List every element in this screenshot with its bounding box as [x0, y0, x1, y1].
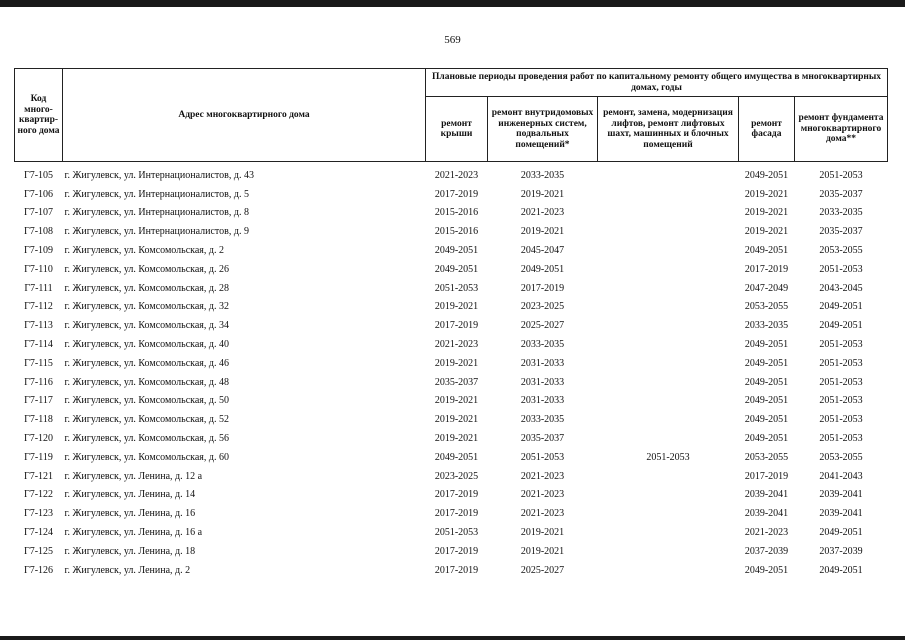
table-row — [15, 312, 888, 331]
cell-roof: 2051-2053 — [434, 526, 479, 538]
cell-roof: 2049-2051 — [434, 244, 479, 256]
table-row — [15, 557, 888, 576]
cell-code: Г7-113 — [24, 320, 53, 332]
cell-facade: 2049-2051 — [739, 162, 795, 181]
table-row — [15, 200, 888, 219]
header-roof: ремонт крыши — [426, 97, 488, 162]
cell-foundation: 2053-2055 — [819, 244, 863, 256]
cell-roof: 2035-2037 — [434, 376, 479, 388]
table-row — [15, 482, 888, 501]
cell-foundation: 2037-2039 — [819, 545, 863, 557]
cell-elevators — [598, 519, 739, 538]
cell-roof: 2051-2053 — [434, 282, 479, 294]
cell-facade: 2019-2021 — [744, 226, 789, 238]
cell-elevators — [598, 538, 739, 557]
cell-elevators: 2051-2053 — [646, 451, 690, 463]
cell-code: Г7-106 — [23, 188, 54, 200]
cell-roof: 2017-2019 — [434, 188, 479, 200]
cell-code: Г7-118 — [24, 414, 53, 426]
table-row — [15, 331, 888, 350]
cell-roof: 2017-2019 — [434, 564, 479, 576]
cell-code: Г7-119 — [24, 451, 53, 463]
cell-engineering: 2031-2033 — [520, 395, 565, 407]
cell-roof: 2015-2016 — [434, 207, 479, 219]
cell-facade: 2021-2023 — [744, 526, 789, 538]
cell-facade: 2053-2055 — [744, 451, 789, 463]
cell-address: г. Жигулевск, ул. Ленина, д. 16 — [64, 508, 196, 520]
cell-facade: 2049-2051 — [744, 564, 789, 576]
cell-foundation: 2053-2055 — [819, 451, 863, 463]
cell-engineering: 2019-2021 — [520, 226, 565, 238]
cell-foundation: 2051-2053 — [819, 357, 863, 369]
cell-address: г. Жигулевск, ул. Комсомольская, д. 28 — [64, 282, 229, 294]
table-row — [15, 294, 888, 313]
cell-roof: 2019-2021 — [434, 414, 479, 426]
cell-roof: 2017-2019 — [434, 545, 479, 557]
cell-code: Г7-111 — [24, 282, 53, 294]
cell-elevators — [598, 369, 739, 388]
cell-code: Г7-109 — [23, 244, 54, 256]
cell-facade: 2039-2041 — [744, 489, 789, 501]
table-row — [15, 237, 888, 256]
cell-address: г. Жигулевск, ул. Ленина, д. 16 а — [64, 526, 203, 538]
cell-roof: 2023-2025 — [434, 470, 479, 482]
cell-foundation: 2051-2053 — [819, 263, 863, 275]
cell-code: Г7-124 — [23, 526, 54, 538]
cell-address: г. Жигулевск, ул. Ленина, д. 2 — [64, 564, 191, 576]
scan-top-edge — [0, 0, 905, 7]
cell-foundation: 2051-2053 — [819, 395, 863, 407]
cell-elevators — [598, 218, 739, 237]
cell-address: г. Жигулевск, ул. Комсомольская, д. 2 — [64, 244, 224, 256]
header-code: Код много-квартир-ного дома — [15, 69, 63, 162]
cell-engineering: 2045-2047 — [520, 244, 565, 256]
cell-code: Г7-116 — [24, 376, 53, 388]
cell-elevators — [598, 256, 739, 275]
cell-roof: 2049-2051 — [434, 451, 479, 463]
cell-foundation: 2051-2053 — [819, 376, 863, 388]
header-periods: Плановые периоды проведения работ по капитальному ремонту общего имущества в многоквартирных домах, годы — [426, 69, 888, 97]
cell-foundation: 2049-2051 — [819, 564, 863, 576]
cell-elevators — [598, 275, 739, 294]
cell-address: г. Жигулевск, ул. Комсомольская, д. 60 — [64, 451, 229, 463]
cell-roof: 2017-2019 — [434, 320, 479, 332]
cell-elevators — [598, 350, 739, 369]
cell-address: г. Жигулевск, ул. Интернационалистов, д. 43 — [63, 162, 426, 181]
cell-foundation: 2049-2051 — [819, 526, 863, 538]
cell-address: г. Жигулевск, ул. Интернационалистов, д. 8 — [64, 207, 249, 219]
table-row — [15, 218, 888, 237]
cell-code: Г7-126 — [23, 564, 54, 576]
cell-address: г. Жигулевск, ул. Ленина, д. 12 а — [64, 470, 203, 482]
cell-engineering: 2051-2053 — [520, 451, 565, 463]
header-address: Адрес многоквартирного дома — [63, 69, 426, 162]
cell-foundation: 2039-2041 — [819, 508, 863, 520]
cell-roof: 2021-2023 — [426, 162, 488, 181]
cell-engineering: 2021-2023 — [520, 470, 565, 482]
cell-engineering: 2019-2021 — [520, 188, 565, 200]
table-row — [15, 463, 888, 482]
cell-roof: 2017-2019 — [434, 508, 479, 520]
cell-roof: 2021-2023 — [434, 338, 479, 350]
table-row — [15, 369, 888, 388]
cell-code: Г7-105 — [15, 162, 63, 181]
cell-elevators — [598, 237, 739, 256]
cell-code: Г7-121 — [23, 470, 54, 482]
cell-roof: 2049-2051 — [434, 263, 479, 275]
table-row — [15, 181, 888, 200]
cell-roof: 2019-2021 — [434, 301, 479, 313]
cell-foundation: 2051-2053 — [819, 338, 863, 350]
cell-facade: 2019-2021 — [744, 188, 789, 200]
cell-elevators — [598, 162, 739, 181]
cell-code: Г7-112 — [24, 301, 53, 313]
cell-address: г. Жигулевск, ул. Комсомольская, д. 34 — [64, 320, 229, 332]
table-row — [15, 500, 888, 519]
table-row — [15, 444, 888, 463]
capital-repair-schedule-table — [14, 68, 888, 576]
cell-foundation: 2051-2053 — [819, 432, 863, 444]
cell-engineering: 2033-2035 — [520, 414, 565, 426]
cell-address: г. Жигулевск, ул. Комсомольская, д. 50 — [64, 395, 229, 407]
table-row — [15, 256, 888, 275]
cell-elevators — [598, 200, 739, 219]
cell-elevators — [598, 463, 739, 482]
cell-facade: 2053-2055 — [744, 301, 789, 313]
cell-roof: 2019-2021 — [434, 432, 479, 444]
cell-address: г. Жигулевск, ул. Комсомольская, д. 56 — [64, 432, 229, 444]
cell-code: Г7-115 — [24, 357, 53, 369]
cell-engineering: 2021-2023 — [520, 207, 565, 219]
cell-facade: 2049-2051 — [744, 414, 789, 426]
cell-address: г. Жигулевск, ул. Комсомольская, д. 48 — [64, 376, 229, 388]
cell-foundation: 2049-2051 — [819, 320, 863, 332]
cell-engineering: 2025-2027 — [520, 320, 565, 332]
cell-address: г. Жигулевск, ул. Комсомольская, д. 26 — [64, 263, 229, 275]
cell-facade: 2047-2049 — [744, 282, 789, 294]
cell-foundation: 2033-2035 — [819, 207, 863, 219]
table-row — [15, 350, 888, 369]
cell-facade: 2017-2019 — [744, 470, 789, 482]
cell-address: г. Жигулевск, ул. Комсомольская, д. 40 — [64, 338, 229, 350]
cell-foundation: 2051-2053 — [795, 162, 888, 181]
cell-facade: 2049-2051 — [744, 376, 789, 388]
cell-code: Г7-114 — [24, 338, 53, 350]
table-row — [15, 519, 888, 538]
cell-code: Г7-125 — [23, 545, 54, 557]
cell-address: г. Жигулевск, ул. Комсомольская, д. 32 — [64, 301, 229, 313]
cell-elevators — [598, 331, 739, 350]
cell-roof: 2017-2019 — [434, 489, 479, 501]
header-engineering: ремонт внутридомовых инженерных систем, подвальных помещений* — [488, 97, 598, 162]
cell-facade: 2049-2051 — [744, 395, 789, 407]
cell-engineering: 2025-2027 — [520, 564, 565, 576]
cell-code: Г7-117 — [24, 395, 53, 407]
cell-foundation: 2035-2037 — [819, 188, 863, 200]
cell-facade: 2039-2041 — [744, 508, 789, 520]
cell-foundation: 2049-2051 — [819, 301, 863, 313]
cell-facade: 2033-2035 — [744, 320, 789, 332]
table-row — [15, 425, 888, 444]
cell-elevators — [598, 482, 739, 501]
cell-engineering: 2049-2051 — [520, 263, 565, 275]
cell-facade: 2019-2021 — [744, 207, 789, 219]
table-row — [15, 162, 888, 181]
cell-facade: 2049-2051 — [744, 244, 789, 256]
cell-engineering: 2021-2023 — [520, 508, 565, 520]
cell-elevators — [598, 312, 739, 331]
table-row — [15, 538, 888, 557]
cell-engineering: 2035-2037 — [520, 432, 565, 444]
cell-engineering: 2033-2035 — [520, 338, 565, 350]
cell-code: Г7-120 — [23, 432, 54, 444]
header-elevators: ремонт, замена, модернизация лифтов, ремонт лифтовых шахт, машинных и блочных помещений — [598, 97, 739, 162]
cell-foundation: 2035-2037 — [819, 226, 863, 238]
cell-engineering: 2033-2035 — [488, 162, 598, 181]
cell-facade: 2049-2051 — [744, 357, 789, 369]
cell-engineering: 2021-2023 — [520, 489, 565, 501]
cell-foundation: 2043-2045 — [819, 282, 863, 294]
header-foundation: ремонт фундамента многоквартирного дома** — [795, 97, 888, 162]
cell-elevators — [598, 500, 739, 519]
cell-roof: 2019-2021 — [434, 357, 479, 369]
cell-code: Г7-107 — [23, 207, 54, 219]
cell-address: г. Жигулевск, ул. Ленина, д. 14 — [64, 489, 196, 501]
cell-code: Г7-110 — [24, 263, 53, 275]
cell-address: г. Жигулевск, ул. Интернационалистов, д. 5 — [64, 188, 249, 200]
cell-elevators — [598, 294, 739, 313]
cell-engineering: 2023-2025 — [520, 301, 565, 313]
table-row — [15, 388, 888, 407]
cell-facade: 2049-2051 — [744, 338, 789, 350]
cell-address: г. Жигулевск, ул. Интернационалистов, д. 9 — [64, 226, 249, 238]
cell-code: Г7-123 — [23, 508, 54, 520]
cell-facade: 2037-2039 — [744, 545, 789, 557]
cell-address: г. Жигулевск, ул. Ленина, д. 18 — [64, 545, 196, 557]
cell-elevators — [598, 406, 739, 425]
cell-address: г. Жигулевск, ул. Комсомольская, д. 52 — [64, 414, 229, 426]
cell-foundation: 2051-2053 — [819, 414, 863, 426]
cell-roof: 2019-2021 — [434, 395, 479, 407]
cell-address: г. Жигулевск, ул. Комсомольская, д. 46 — [64, 357, 229, 369]
table-body — [15, 162, 888, 576]
cell-engineering: 2031-2033 — [520, 357, 565, 369]
cell-elevators — [598, 181, 739, 200]
header-facade: ремонт фасада — [739, 97, 795, 162]
cell-foundation: 2039-2041 — [819, 489, 863, 501]
cell-roof: 2015-2016 — [434, 226, 479, 238]
table-row — [15, 275, 888, 294]
cell-elevators — [598, 388, 739, 407]
cell-elevators — [598, 425, 739, 444]
cell-foundation: 2041-2043 — [819, 470, 863, 482]
cell-code: Г7-122 — [23, 489, 54, 501]
page-number: 569 — [444, 34, 461, 46]
cell-facade: 2017-2019 — [744, 263, 789, 275]
cell-code: Г7-108 — [23, 226, 54, 238]
scan-bottom-edge — [0, 636, 905, 640]
cell-engineering: 2017-2019 — [520, 282, 565, 294]
cell-engineering: 2031-2033 — [520, 376, 565, 388]
cell-engineering: 2019-2021 — [520, 545, 565, 557]
cell-engineering: 2019-2021 — [520, 526, 565, 538]
cell-facade: 2049-2051 — [744, 432, 789, 444]
cell-elevators — [598, 557, 739, 576]
table-row — [15, 406, 888, 425]
